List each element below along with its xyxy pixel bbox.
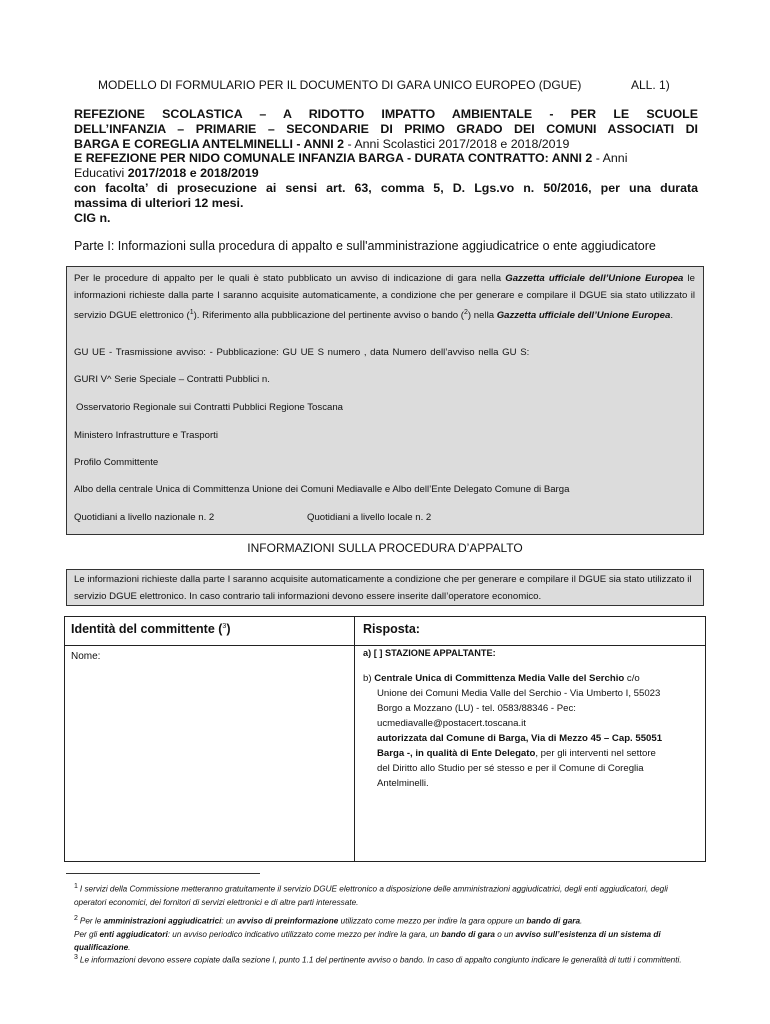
- table-column-divider: [354, 617, 355, 861]
- stazione-appaltante-option: a) [ ] STAZIONE APPALTANTE:: [363, 648, 496, 658]
- title-line-1: REFEZIONE SCOLASTICA – A RIDOTTO IMPATTO AMBIENTALE - PER LE SCUOLE: [74, 107, 698, 121]
- table-header-divider: [65, 645, 705, 646]
- form-header: [98, 78, 698, 92]
- cuc-response: b) Centrale Unica di Committenza Media Valle del Serchio c/o Unione dei Comuni Media Valle del Serchio - Via Umberto I, 55023 Borgo a Mozzano (LU) - tel. 0583/88346 - Pec: ucmediavalle@postacert.toscana.it autorizzata dal Comune di Barga, Via di Mezzo 45 – Cap. 55051 Barga -, in qualità di Ente Delegato, per gli interventi nel settore del Diritto allo Studio per sé stesso e per il Comune di Coreglia Antelminelli.: [363, 673, 663, 789]
- parte1-heading: Parte I: Informazioni sulla procedura di appalto e sull'amministrazione aggiudicatrice o ente aggiudicatore: [74, 239, 656, 253]
- quotidiani-nazionali: Quotidiani a livello nazionale n. 2: [74, 512, 215, 523]
- title-line-4: E REFEZIONE PER NIDO COMUNALE INFANZIA BARGA - DURATA CONTRATTO: ANNI 2 - Anni: [74, 151, 628, 166]
- gu-ue-row: GU UE - Trasmissione avviso: - Pubblicazione: GU UE S numero , data Numero dell’avviso nella GU S:: [74, 347, 530, 358]
- footnote-2: 2 Per le amministrazioni aggiudicatrici: un avviso di preinformazione utilizzato come mezzo per indire la gara oppure un bando di gara. Per gli enti aggiudicatori: un avviso periodico indicativo utilizzato come mezzo per indire la gara, un bando di gara o un avviso sull’esistenza di un sistema di qualificazione.: [74, 915, 661, 952]
- gazette-intro-text: Per le procedure di appalto per le quali è stato pubblicato un avviso di indicazione di gara nella Gazzetta ufficiale dell’Unione Europea le informazioni richieste dalla parte I saranno acquisite automaticamente, a condizione che per generare e compilare il DGUE sia stato utilizzato il servizio DGUE elettronico ($^1$). Riferimento alla pubblicazione del pertinente avviso o bando ($^2$) nella Gazzetta ufficiale dell’Unione Europea.: [74, 273, 696, 322]
- osservatorio-row: Osservatorio Regionale sui Contratti Pubblici Regione Toscana: [76, 402, 343, 413]
- albo-row: Albo della centrale Unica di Committenza Unione dei Comuni Mediavalle e Albo dell’Ente Delegato Comune di Barga: [74, 484, 570, 495]
- attachment-label: ALL. 1): [631, 78, 670, 92]
- footnote-separator: [66, 873, 260, 874]
- ministero-row: Ministero Infrastrutture e Trasporti: [74, 430, 218, 441]
- title-line-2: DELL’INFANZIA – PRIMARIE – SECONDARIE DI PRIMO GRADO DEI COMUNI ASSOCIATI DI: [74, 121, 698, 136]
- committente-table: [64, 616, 706, 862]
- profilo-row: Profilo Committente: [74, 457, 159, 468]
- gazette-info-box: [66, 266, 704, 535]
- nome-label: Nome:: [71, 651, 101, 662]
- title-line-7: massima di ulteriori 12 mesi.: [74, 195, 244, 210]
- footnote-1: 1 I servizi della Commissione metteranno gratuitamente il servizio DGUE elettronico a disposizione delle amministrazioni aggiudicatrici, degli enti aggiudicatori, degli operatori economici, dei fornitori di servizi elettronici e di altre parti interessate.: [74, 883, 668, 907]
- footnote-3: 3 Le informazioni devono essere copiate dalla sezione I, punto 1.1 del pertinente avviso o bando. In caso di appalto congiunto indicare le generalità di tutti i committenti.: [74, 954, 682, 965]
- title-line-5: Educativi 2017/2018 e 2018/2019: [74, 166, 259, 181]
- col-identita-header: Identità del committente ($^3$): [71, 622, 231, 636]
- title-line-6: con facolta’ di prosecuzione ai sensi art. 63, comma 5, D. Lgs.vo n. 50/2016, per una durata: [74, 180, 698, 195]
- guri-row: GURI V^ Serie Speciale – Contratti Pubblici n.: [74, 374, 270, 385]
- procedura-info-box: Le informazioni richieste dalla parte I saranno acquisite automaticamente a condizione che per generare e compilare il DGUE sia stato utilizzato il servizio DGUE elettronico. In caso contrario tali informazioni devono essere inserite dall’operatore economico.: [66, 569, 704, 606]
- tender-title: [74, 107, 698, 225]
- title-line-8: CIG n.: [74, 210, 111, 225]
- procedura-heading: INFORMAZIONI SULLA PROCEDURA D’APPALTO: [247, 541, 523, 555]
- quotidiani-locali: Quotidiani a livello locale n. 2: [307, 512, 432, 523]
- title-line-3: BARGA E COREGLIA ANTELMINELLI - ANNI 2 - Anni Scolastici 2017/2018 e 2018/2019: [74, 136, 570, 151]
- col-risposta-header: Risposta:: [363, 622, 420, 636]
- form-title: MODELLO DI FORMULARIO PER IL DOCUMENTO DI GARA UNICO EUROPEO (DGUE): [98, 78, 582, 92]
